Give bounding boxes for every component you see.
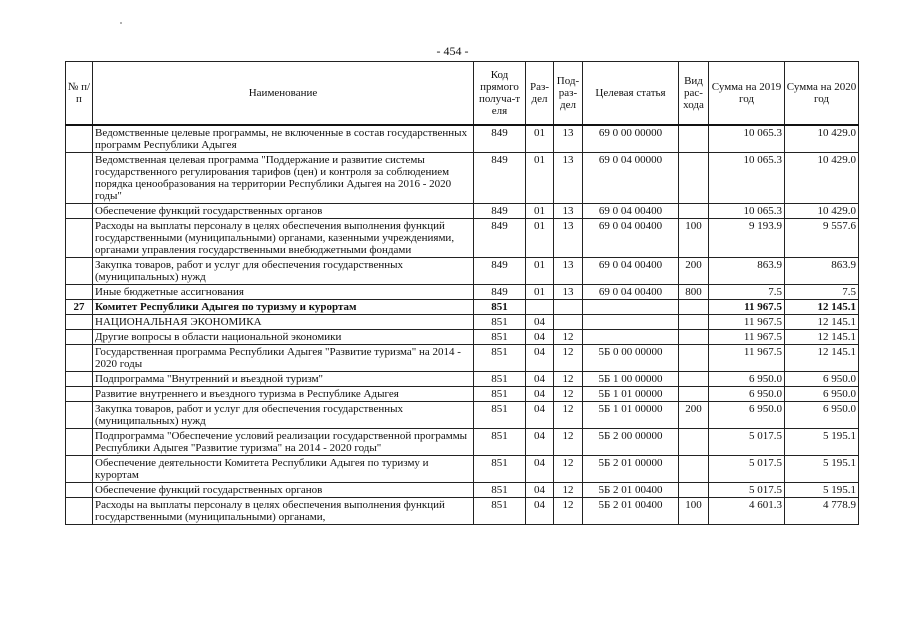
row-number <box>66 429 93 456</box>
row-number <box>66 456 93 483</box>
row-code: 851 <box>474 387 526 402</box>
row-sum-2019: 6 950.0 <box>709 387 785 402</box>
row-type <box>679 456 709 483</box>
row-name: Другие вопросы в области национальной экономики <box>93 330 474 345</box>
table-row <box>66 402 859 429</box>
row-sum-2019: 6 950.0 <box>709 402 785 429</box>
header-name: Наименование <box>93 62 474 126</box>
row-number <box>66 330 93 345</box>
row-target: 5Б 2 01 00400 <box>583 498 679 525</box>
header-section: Раз-дел <box>526 62 554 126</box>
row-target: 69 0 04 00400 <box>583 219 679 258</box>
row-name: Комитет Республики Адыгея по туризму и курортам <box>93 300 474 315</box>
row-target: 5Б 1 00 00000 <box>583 372 679 387</box>
row-name: Расходы на выплаты персоналу в целях обеспечения выполнения функций государственными (муниципальными) органами, <box>93 498 474 525</box>
row-code: 849 <box>474 219 526 258</box>
row-sum-2020: 6 950.0 <box>785 372 859 387</box>
row-code: 851 <box>474 372 526 387</box>
row-target: 69 0 04 00400 <box>583 204 679 219</box>
row-sum-2020: 5 195.1 <box>785 483 859 498</box>
row-type: 200 <box>679 258 709 285</box>
row-section: 04 <box>526 330 554 345</box>
row-code: 851 <box>474 483 526 498</box>
row-target: 69 0 00 00000 <box>583 125 679 153</box>
row-sum-2020: 12 145.1 <box>785 315 859 330</box>
row-sum-2019: 10 065.3 <box>709 125 785 153</box>
row-number <box>66 483 93 498</box>
budget-table <box>65 61 859 525</box>
row-sum-2019: 10 065.3 <box>709 153 785 204</box>
row-subsection: 13 <box>554 219 583 258</box>
row-type <box>679 330 709 345</box>
header-row <box>66 62 859 126</box>
row-section: 01 <box>526 204 554 219</box>
row-number <box>66 219 93 258</box>
row-section: 01 <box>526 153 554 204</box>
row-subsection: 12 <box>554 456 583 483</box>
table-row <box>66 125 859 153</box>
row-sum-2019: 11 967.5 <box>709 345 785 372</box>
row-name: Обеспечение функций государственных органов <box>93 204 474 219</box>
table-row <box>66 300 859 315</box>
header-type: Вид рас-хода <box>679 62 709 126</box>
row-code: 849 <box>474 125 526 153</box>
row-sum-2019: 7.5 <box>709 285 785 300</box>
row-name: Ведомственные целевые программы, не включенные в состав государственных программ Республики Адыгея <box>93 125 474 153</box>
row-type <box>679 372 709 387</box>
table-row <box>66 330 859 345</box>
row-code: 851 <box>474 402 526 429</box>
row-code: 851 <box>474 315 526 330</box>
row-name: Ведомственная целевая программа "Поддержание и развитие системы государственного регулирования тарифов (цен) и контроля за соблюдением порядка ценообразования на территории Республики Адыгея на 2016 - 2020 годы" <box>93 153 474 204</box>
row-section: 04 <box>526 315 554 330</box>
row-name: Подпрограмма "Обеспечение условий реализации государственной программы Республики Адыгея "Развитие туризма" на 2014 - 2020 годы" <box>93 429 474 456</box>
row-sum-2019: 11 967.5 <box>709 315 785 330</box>
row-target: 5Б 1 01 00000 <box>583 387 679 402</box>
row-name: Развитие внутреннего и въездного туризма в Республике Адыгея <box>93 387 474 402</box>
row-number: 27 <box>66 300 93 315</box>
table-row <box>66 204 859 219</box>
row-number <box>66 387 93 402</box>
row-sum-2019: 5 017.5 <box>709 456 785 483</box>
table-row <box>66 498 859 525</box>
row-code: 851 <box>474 330 526 345</box>
row-sum-2019: 4 601.3 <box>709 498 785 525</box>
row-name: Обеспечение функций государственных органов <box>93 483 474 498</box>
row-name: Обеспечение деятельности Комитета Республики Адыгея по туризму и курортам <box>93 456 474 483</box>
row-subsection: 13 <box>554 204 583 219</box>
table-row <box>66 345 859 372</box>
row-name: Государственная программа Республики Адыгея "Развитие туризма" на 2014 - 2020 годы <box>93 345 474 372</box>
row-type <box>679 483 709 498</box>
table-row <box>66 315 859 330</box>
row-subsection: 12 <box>554 402 583 429</box>
row-section: 01 <box>526 258 554 285</box>
row-sum-2019: 6 950.0 <box>709 372 785 387</box>
table-row <box>66 372 859 387</box>
row-sum-2019: 10 065.3 <box>709 204 785 219</box>
row-target: 5Б 2 00 00000 <box>583 429 679 456</box>
row-number <box>66 258 93 285</box>
header-sum-2020: Сумма на 2020 год <box>785 62 859 126</box>
row-section: 04 <box>526 498 554 525</box>
row-type: 200 <box>679 402 709 429</box>
table-row <box>66 456 859 483</box>
row-subsection: 13 <box>554 285 583 300</box>
row-target: 5Б 2 01 00000 <box>583 456 679 483</box>
row-subsection: 12 <box>554 330 583 345</box>
row-section: 01 <box>526 219 554 258</box>
scan-dot <box>120 22 122 24</box>
row-number <box>66 402 93 429</box>
row-sum-2020: 4 778.9 <box>785 498 859 525</box>
row-section: 01 <box>526 125 554 153</box>
row-code: 851 <box>474 456 526 483</box>
row-target: 5Б 2 01 00400 <box>583 483 679 498</box>
row-code: 849 <box>474 258 526 285</box>
row-code: 849 <box>474 153 526 204</box>
row-target: 69 0 04 00400 <box>583 258 679 285</box>
row-sum-2019: 5 017.5 <box>709 483 785 498</box>
row-sum-2020: 12 145.1 <box>785 345 859 372</box>
row-sum-2020: 12 145.1 <box>785 300 859 315</box>
row-number <box>66 372 93 387</box>
row-number <box>66 153 93 204</box>
row-sum-2019: 11 967.5 <box>709 300 785 315</box>
table-row <box>66 258 859 285</box>
row-sum-2020: 10 429.0 <box>785 153 859 204</box>
row-sum-2019: 5 017.5 <box>709 429 785 456</box>
row-section: 04 <box>526 387 554 402</box>
row-code: 849 <box>474 204 526 219</box>
row-section: 01 <box>526 285 554 300</box>
row-type <box>679 315 709 330</box>
row-sum-2019: 9 193.9 <box>709 219 785 258</box>
row-type: 100 <box>679 498 709 525</box>
row-number <box>66 315 93 330</box>
table-row <box>66 483 859 498</box>
row-section: 04 <box>526 345 554 372</box>
row-number <box>66 498 93 525</box>
row-section: 04 <box>526 456 554 483</box>
page-number: - 454 - <box>436 44 469 58</box>
row-type <box>679 345 709 372</box>
table-row <box>66 219 859 258</box>
row-name: Закупка товаров, работ и услуг для обеспечения государственных (муниципальных) нужд <box>93 402 474 429</box>
row-sum-2020: 863.9 <box>785 258 859 285</box>
row-target <box>583 315 679 330</box>
row-target <box>583 330 679 345</box>
row-sum-2020: 6 950.0 <box>785 387 859 402</box>
table-row <box>66 429 859 456</box>
row-name: Иные бюджетные ассигнования <box>93 285 474 300</box>
row-section: 04 <box>526 483 554 498</box>
row-target: 69 0 04 00000 <box>583 153 679 204</box>
row-sum-2019: 863.9 <box>709 258 785 285</box>
row-subsection: 13 <box>554 125 583 153</box>
row-sum-2020: 10 429.0 <box>785 125 859 153</box>
row-target: 5Б 0 00 00000 <box>583 345 679 372</box>
row-sum-2020: 5 195.1 <box>785 456 859 483</box>
row-sum-2020: 7.5 <box>785 285 859 300</box>
row-section: 04 <box>526 372 554 387</box>
row-subsection: 12 <box>554 483 583 498</box>
row-code: 849 <box>474 285 526 300</box>
row-type <box>679 204 709 219</box>
row-subsection: 13 <box>554 258 583 285</box>
row-subsection <box>554 300 583 315</box>
table-row <box>66 387 859 402</box>
row-name: НАЦИОНАЛЬНАЯ ЭКОНОМИКА <box>93 315 474 330</box>
row-type: 800 <box>679 285 709 300</box>
row-type: 100 <box>679 219 709 258</box>
row-subsection: 12 <box>554 345 583 372</box>
row-target: 5Б 1 01 00000 <box>583 402 679 429</box>
row-section: 04 <box>526 402 554 429</box>
row-section <box>526 300 554 315</box>
row-sum-2020: 9 557.6 <box>785 219 859 258</box>
row-sum-2020: 10 429.0 <box>785 204 859 219</box>
row-number <box>66 204 93 219</box>
row-code: 851 <box>474 429 526 456</box>
row-type <box>679 429 709 456</box>
row-sum-2020: 12 145.1 <box>785 330 859 345</box>
table-row <box>66 285 859 300</box>
row-number <box>66 125 93 153</box>
row-subsection: 12 <box>554 429 583 456</box>
row-code: 851 <box>474 498 526 525</box>
row-subsection <box>554 315 583 330</box>
row-type <box>679 300 709 315</box>
row-subsection: 12 <box>554 498 583 525</box>
header-code: Код прямого получа-т еля <box>474 62 526 126</box>
table-row <box>66 153 859 204</box>
row-number <box>66 345 93 372</box>
row-number <box>66 285 93 300</box>
row-section: 04 <box>526 429 554 456</box>
row-subsection: 13 <box>554 153 583 204</box>
row-type <box>679 387 709 402</box>
row-target: 69 0 04 00400 <box>583 285 679 300</box>
row-name: Закупка товаров, работ и услуг для обеспечения государственных (муниципальных) нужд <box>93 258 474 285</box>
header-subsection: Под-раз-дел <box>554 62 583 126</box>
row-subsection: 12 <box>554 372 583 387</box>
header-sum-2019: Сумма на 2019 год <box>709 62 785 126</box>
row-sum-2019: 11 967.5 <box>709 330 785 345</box>
header-num: № п/п <box>66 62 93 126</box>
row-sum-2020: 5 195.1 <box>785 429 859 456</box>
header-target: Целевая статья <box>583 62 679 126</box>
row-name: Подпрограмма "Внутренний и въездной туризм" <box>93 372 474 387</box>
row-type <box>679 153 709 204</box>
row-subsection: 12 <box>554 387 583 402</box>
row-code: 851 <box>474 345 526 372</box>
row-target <box>583 300 679 315</box>
row-type <box>679 125 709 153</box>
row-name: Расходы на выплаты персоналу в целях обеспечения выполнения функций государственными (муниципальными) органами, казенными учреждениями, органами управления государственными внебюджетными фондами <box>93 219 474 258</box>
row-sum-2020: 6 950.0 <box>785 402 859 429</box>
row-code: 851 <box>474 300 526 315</box>
